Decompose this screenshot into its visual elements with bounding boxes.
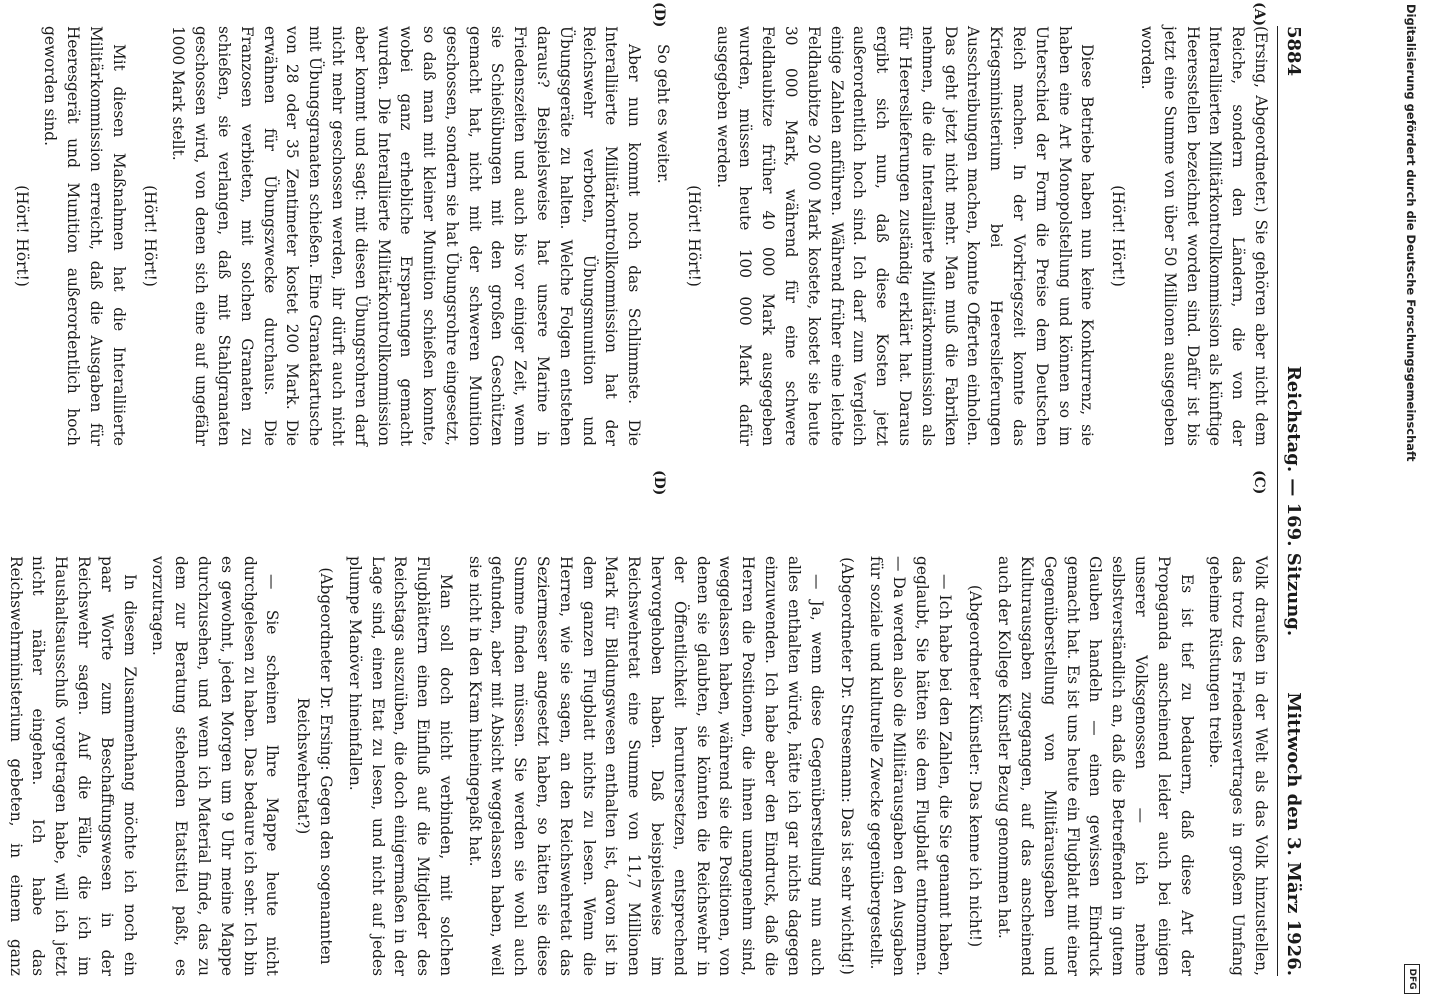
paragraph: (Ersing, Abgeordneter.) Sie gehören aber nicht dem Reiche, sondern den Ländern, die von der Interalliierten Militärkontrollkommission als künftige Heeresstellen bezeichnet worden sind. Dafür ist bis jetzt eine Summe von über 50 Millionen ausgegeben worden. xyxy=(1138,26,1270,446)
margin-mark-d-right: (D) xyxy=(651,470,667,496)
interjection: (Hört! Hört!) xyxy=(1109,185,1128,287)
paragraph: — Ich habe bei den Zahlen, die Sie genannt haben, geglaubt, Sie hätten sie dem Flugblatt entnommen. — Da werden also die Militärausgaben den Ausgaben für soziale und kulturelle Zwecke gegenübergestellt. xyxy=(867,556,954,976)
paragraph xyxy=(0,26,2,446)
text-column-right xyxy=(0,556,1272,976)
interjection: (Abgeordneter Dr. Ersing: Gegen den sogenannten Reichswehretat?) xyxy=(294,567,335,965)
paragraph: Mit diesen Maßnahmen hat die Interalliierte Militärkommission erreicht, daß die Ausgaben für Heeresgerät und Munition außerordentlich hoch geworden sind. xyxy=(41,26,128,446)
header-date: Mittwoch den 3. März 1926. xyxy=(1283,692,1304,976)
page-number: 5884 xyxy=(1283,26,1304,77)
paragraph: Diese Betriebe haben nun keine Konkurrenz, sie haben eine Art Monopolstellung und können so im Unterschied der Form die Preise dem Deutschen Reich machen. In der Vorkriegszeit konnte das Kriegsministerium bei Heereslieferungen Ausschreibungen machen, konnte Offerten einholen. Das geht jetzt nicht mehr. Man muß die Fabriken nehmen, die die Interalliierte Militärkommission als für Heereslieferungen zuständig erklärt hat. Daraus ergibt sich nun, daß diese Kosten jetzt außerordentlich hoch sind. Ich darf zum Vergleich einige Zahlen anführen. Während früher eine leichte Feldhaubitze 20 000 Mark kostete, kostet sie heute 30 000 Mark, während für eine schwere Feldhaubitze früher 40 000 Mark ausgegeben wurden, müssen heute 100 000 Mark dafür ausgegeben werden. xyxy=(713,26,1097,446)
interjection: (Hört! Hört!) xyxy=(684,185,703,287)
header-title: Reichstag. — 169. Sitzung. xyxy=(1283,365,1304,637)
paragraph: — Sie scheinen Ihre Mappe heute nicht durchgelesen zu haben. Das bedaure ich sehr. Ich bin es gewohnt, jeden Morgen um 9 Uhr meine Mappe durchzusehen, und wenn ich Material finde, das zu dem zur Beratung stehenden Etatstitel paßt, es vorzutragen. xyxy=(149,556,282,976)
interjection: (Hört! Hört!) xyxy=(12,185,31,287)
paragraph: Aber nun kommt noch das Schlimmste. Die Interalliierte Militärkontrollkommission hat der Reichswehr verboten, Übungsmunition und Übungsgeräte zu halten. Welche Folgen entstehen daraus? Beispielsweise hat unsere Marine in Friedenszeiten und auch bis vor einiger Zeit, wenn sie Schießübungen mit den großen Geschützen gemacht hat, nicht mit der schweren Munition geschossen, sondern sie hat Übungsrohre eingesetzt, so daß man mit kleiner Munition schießen konnte, wobei ganz erhebliche Ersparungen gemacht wurden. Die Interalliierte Militärkontrollkommission aber kommt und sagt: mit diesen Übungsrohren darf nicht mehr geschossen werden, ihr dürft auch nicht mit Übungsgranaten schießen. Eine Granatkartusche von 28 oder 35 Zentimeter kostet 200 Mark. Die erwähnen für Übungszwecke durchaus. Die Franzosen verbieten, mit solchen Granaten zu schießen, sie verlangen, daß mit Stahlgranaten geschossen wird, von denen sich eine auf ungefähr 1000 Mark stellt. xyxy=(169,26,644,446)
digitization-credit xyxy=(1402,0,1420,1000)
dfg-logo-icon: DFG xyxy=(1404,964,1420,994)
paragraph: In diesem Zusammenhang möchte ich noch ein paar Worte zum Beschaffungswesen in der Reichswehr sagen. Auf die Fälle, die ich im Haushaltsausschuß vorgetragen habe, will ich jetzt nicht näher eingehen. Ich habe das Reichswehrministerium gebeten, in einem ganz xyxy=(6,556,139,976)
credit-text: Digitalisierung gefördert durch die Deutsche Forschungsgemeinschaft xyxy=(1404,4,1418,462)
paragraph: So geht es weiter. xyxy=(654,44,673,184)
paragraph: Volk draußen in der Welt als das Volk hinzustellen, das trotz des Friedensvertrages in großem Umfang geheime Rüstungen treibe. xyxy=(1206,556,1270,976)
paragraph: Es ist tief zu bedauern, daß diese Art der Propaganda anscheinend leider auch bei einigen unserer Volksgenossen — ich nehme selbstverständlich an, daß die Betreffenden in gutem Glauben handeln — einen gewissen Eindruck gemacht hat. Es ist uns heute ein Flugblatt mit einer Gegenüberstellung von Militärausgaben und Kulturausgaben zugegangen, auf das anscheinend auch der Kollege Künstler Bezug genommen hat. xyxy=(995,556,1196,976)
paragraph: — Ja, wenn diese Gegenüberstellung nun auch alles enthalten würde, hätte ich gar nichts dagegen einzuwenden. Ich habe aber den Eindruck, daß die Herren die Positionen, die ihnen unangenehm sind, weggelassen haben, während sie die Positionen, von denen sie glaubten, sie könnten die Reichswehr in der Öffentlichkeit heruntersetzen, entsprechend hervorgehoben haben. Daß beispielsweise im Reichswehretat eine Summe von 11,7 Millionen Mark für Bildungswesen enthalten ist, davon ist in dem ganzen Flugblatt nichts zu lesen. Wenn die Herren, wie sie sagen, an den Reichswehretat das Seziermesser angesetzt haben, so hätten sie diese Summe finden müssen. Sie werden sie wohl auch gefunden, aber mit Absicht weggelassen haben, weil sie nicht in den Kram hineingepaßt hat. xyxy=(465,556,826,976)
rotated-document-page xyxy=(6,0,1310,1000)
margin-mark-a: (A) xyxy=(1251,2,1267,27)
interjection: (Abgeordneter Künstler: Das kenne ich nicht!) xyxy=(966,584,985,948)
interjection: (Hört! Hört!) xyxy=(140,185,159,287)
interjection: (Abgeordneter Dr. Stresemann: Das ist sehr wichtig!) xyxy=(838,557,857,975)
margin-mark-c: (C) xyxy=(1251,470,1267,495)
paragraph: Man soll doch nicht verbinden, mit solchen Flugblättern einen Einfluß auf die Mitglieder des Reichstags auszuüben, die doch einigermaßen in der Lage sind, einen Etat zu lesen, und nicht auf jedes plumpe Manöver hineinfallen. xyxy=(345,556,455,976)
margin-mark-d-left: (D) xyxy=(651,2,667,28)
running-header xyxy=(1277,26,1304,976)
text-column-left xyxy=(0,26,1272,446)
